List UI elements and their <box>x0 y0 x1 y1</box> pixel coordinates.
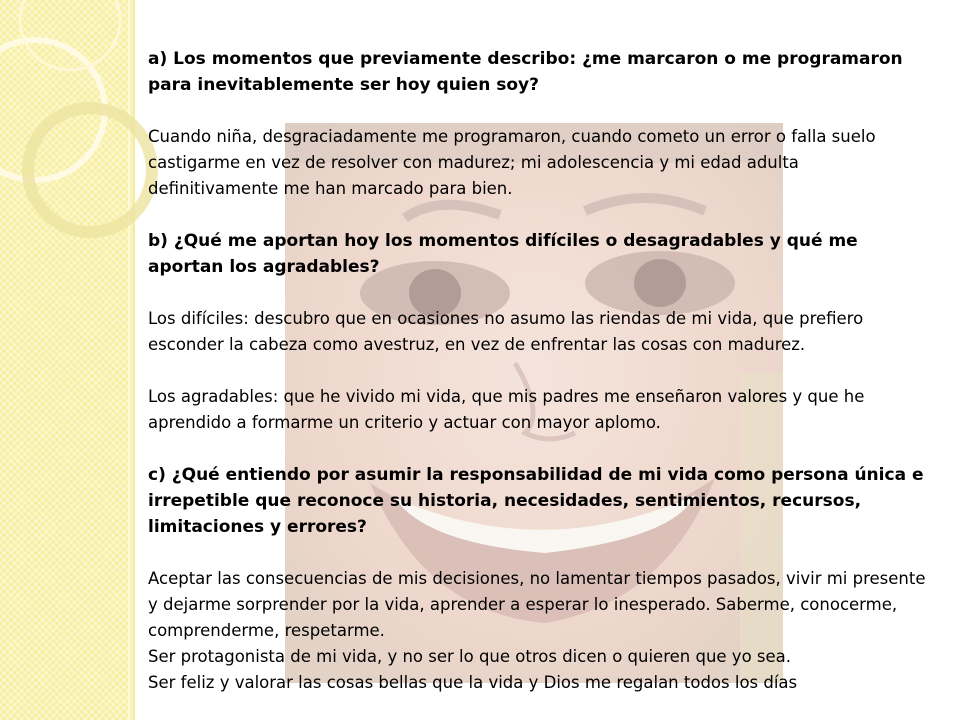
answer-a: Cuando niña, desgraciadamente me programaron, cuando cometo un error o falla suelo castigarme en vez de resolver con madurez; mi adolescencia y mi edad adulta definitivamente me han marcado para bien. <box>148 127 876 198</box>
question-c: c) ¿Qué entiendo por asumir la responsabilidad de mi vida como persona única e irrepetible que reconoce su historia, necesidades, sentimientos, recursos, limitaciones y errores? <box>148 465 924 537</box>
answer-b-pleasant: Los agradables: que he vivido mi vida, que mis padres me enseñaron valores y que he aprendido a formarme un criterio y actuar con mayor aplomo. <box>148 387 865 432</box>
slide-text <box>148 46 928 696</box>
answer-c-3: Ser feliz y valorar las cosas bellas que la vida y Dios me regalan todos los días <box>148 673 798 692</box>
ring-middle <box>28 108 152 232</box>
answer-b-difficult: Los difíciles: descubro que en ocasiones no asumo las riendas de mi vida, que prefiero esconder la cabeza como avestruz, en vez de enfrentar las cosas con madurez. <box>148 309 864 354</box>
question-b: b) ¿Qué me aportan hoy los momentos difíciles o desagradables y qué me aportan los agradables? <box>148 231 858 277</box>
question-a: a) Los momentos que previamente describo: ¿me marcaron o me programaron para inevitablemente ser hoy quien soy? <box>148 49 903 95</box>
answer-c-1: Aceptar las consecuencias de mis decisiones, no lamentar tiempos pasados, vivir mi presente y dejarme sorprender por la vida, aprender a esperar lo inesperado. Saberme, conocerme, comprenderme, respetarme. <box>148 569 926 640</box>
ring-small <box>20 0 120 70</box>
answer-c-2: Ser protagonista de mi vida, y no ser lo que otros dicen o quieren que yo sea. <box>148 647 792 666</box>
